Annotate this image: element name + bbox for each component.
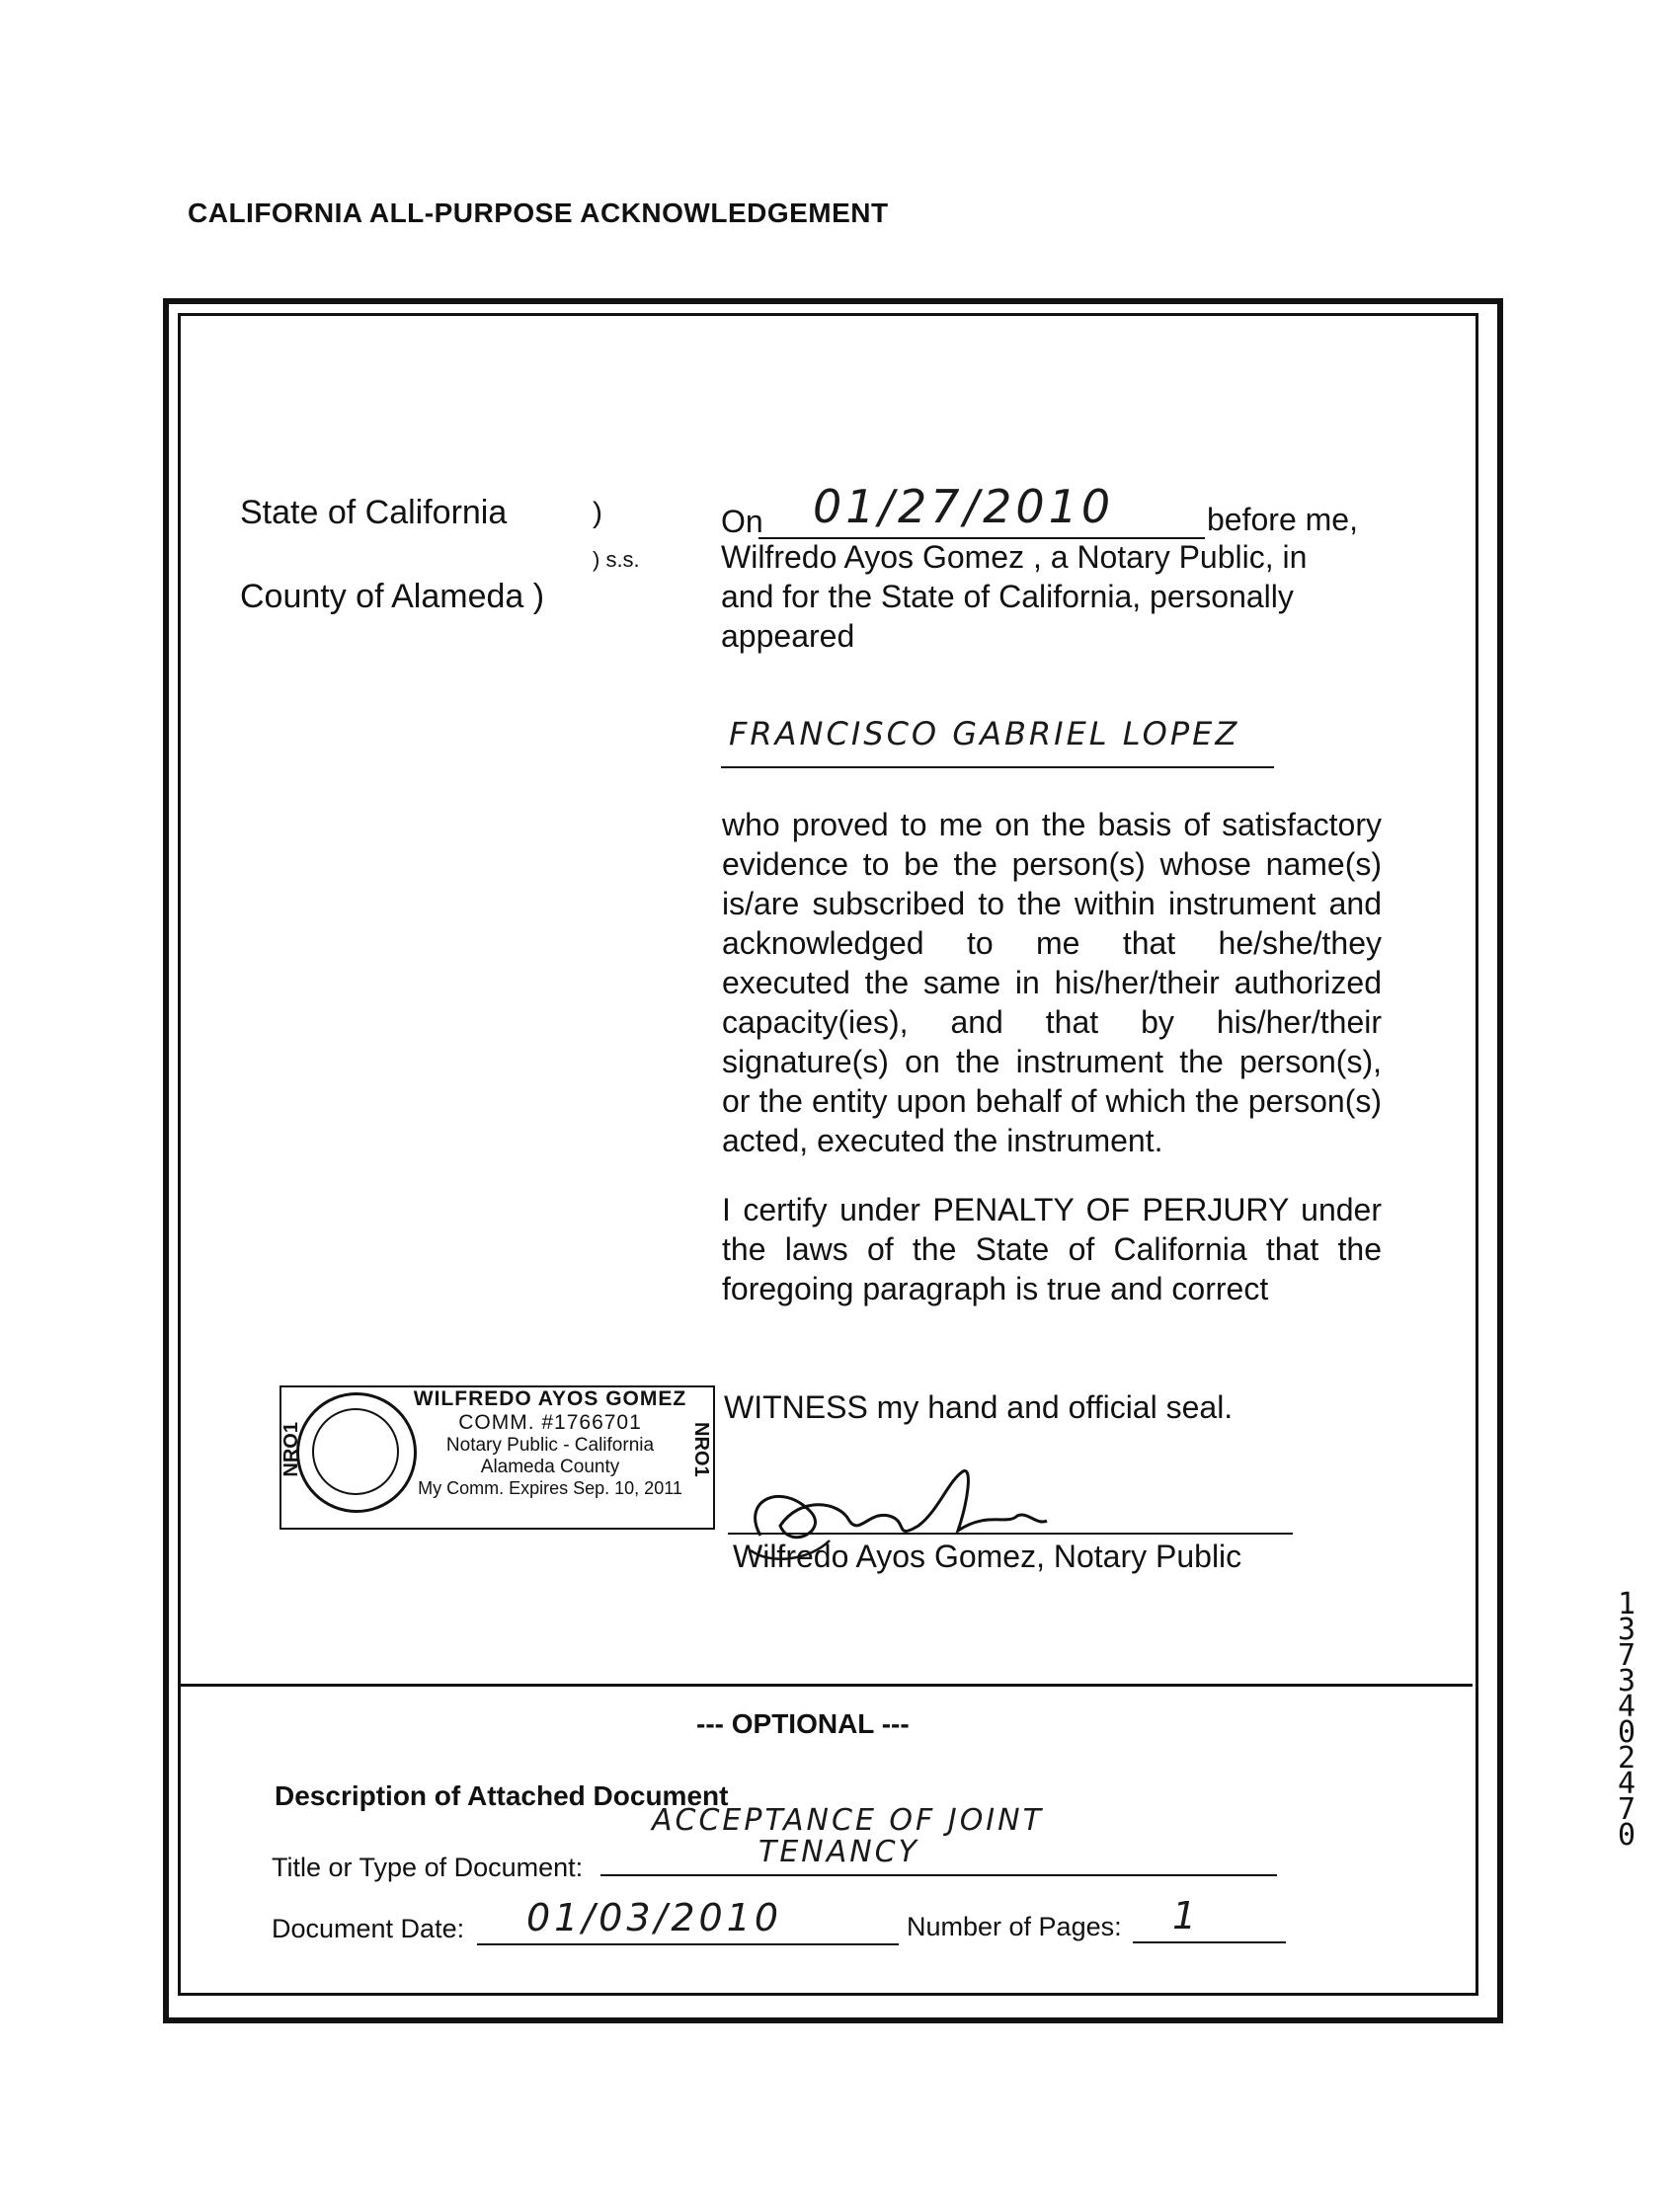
state-seal-inner xyxy=(312,1408,399,1495)
signature-line xyxy=(728,1533,1293,1535)
appeared-name: FRANCISCO GABRIEL LOPEZ xyxy=(729,715,1240,752)
side-document-number: 1373402470 xyxy=(1617,1587,1636,1853)
date-value: 01/03/2010 xyxy=(526,1896,783,1939)
pages-value: 1 xyxy=(1172,1894,1197,1937)
title-value-line2: TENANCY xyxy=(758,1835,919,1869)
intro-line3: and for the State of California, personally xyxy=(721,579,1294,614)
venue-paren: ) xyxy=(593,497,602,529)
intro-line4: appeared xyxy=(721,618,855,654)
seal-expires: My Comm. Expires Sep. 10, 2011 xyxy=(418,1478,682,1498)
pages-field xyxy=(1133,1894,1286,1943)
certify-paragraph: I certify under PENALTY OF PERJURY under the laws of the State of California that the foregoing paragraph is true and correct xyxy=(722,1192,1382,1306)
signature-caption: Wilfredo Ayos Gomez, Notary Public xyxy=(733,1539,1242,1574)
appeared-name-field xyxy=(721,711,1274,768)
venue-county: County of Alameda ) xyxy=(240,578,545,615)
optional-header: --- OPTIONAL --- xyxy=(696,1708,910,1739)
seal-side-left: NRO1 xyxy=(280,1422,302,1477)
title-field xyxy=(600,1837,1277,1876)
description-heading: Description of Attached Document xyxy=(275,1780,729,1811)
seal-county: Alameda County xyxy=(480,1457,620,1477)
pages-label: Number of Pages: xyxy=(907,1912,1122,1941)
title-label: Title or Type of Document: xyxy=(272,1853,584,1882)
title-value-line1: ACCEPTANCE OF JOINT xyxy=(652,1803,1044,1838)
intro-date: 01/27/2010 xyxy=(813,480,1115,533)
seal-text-block xyxy=(407,1387,693,1499)
venue-ss xyxy=(593,541,640,575)
seal-name: WILFREDO AYOS GOMEZ xyxy=(413,1387,687,1410)
date-label: Document Date: xyxy=(272,1914,465,1943)
optional-divider xyxy=(181,1684,1473,1687)
intro-before-me: before me, xyxy=(1207,502,1358,537)
proof-paragraph: who proved to me on the basis of satisfactory evidence to be the person(s) whose name(s) is/are subscribed to the within instrument and acknowledged to me that he/she/they executed the same in his/her/their authorized capacity(ies), and that by his/her/their signature(s) on the instrument the person(s), or the entity upon behalf of which the person(s) acted, executed the instrument. xyxy=(722,807,1382,1158)
document-title: CALIFORNIA ALL-PURPOSE ACKNOWLEDGEMENT xyxy=(188,198,889,228)
intro-date-field xyxy=(758,480,1205,539)
witness-line: WITNESS my hand and official seal. xyxy=(724,1389,1234,1425)
seal-comm: COMM. #1766701 xyxy=(458,1411,642,1434)
intro-on: On xyxy=(721,504,763,539)
seal-side-right: NRO1 xyxy=(690,1422,712,1477)
date-field xyxy=(477,1898,899,1945)
venue-state: State of California xyxy=(240,494,508,531)
seal-title: Notary Public - California xyxy=(445,1435,655,1456)
ss-text: ) s.s. xyxy=(593,547,640,572)
intro-line2: Wilfredo Ayos Gomez , a Notary Public, in xyxy=(721,539,1308,575)
